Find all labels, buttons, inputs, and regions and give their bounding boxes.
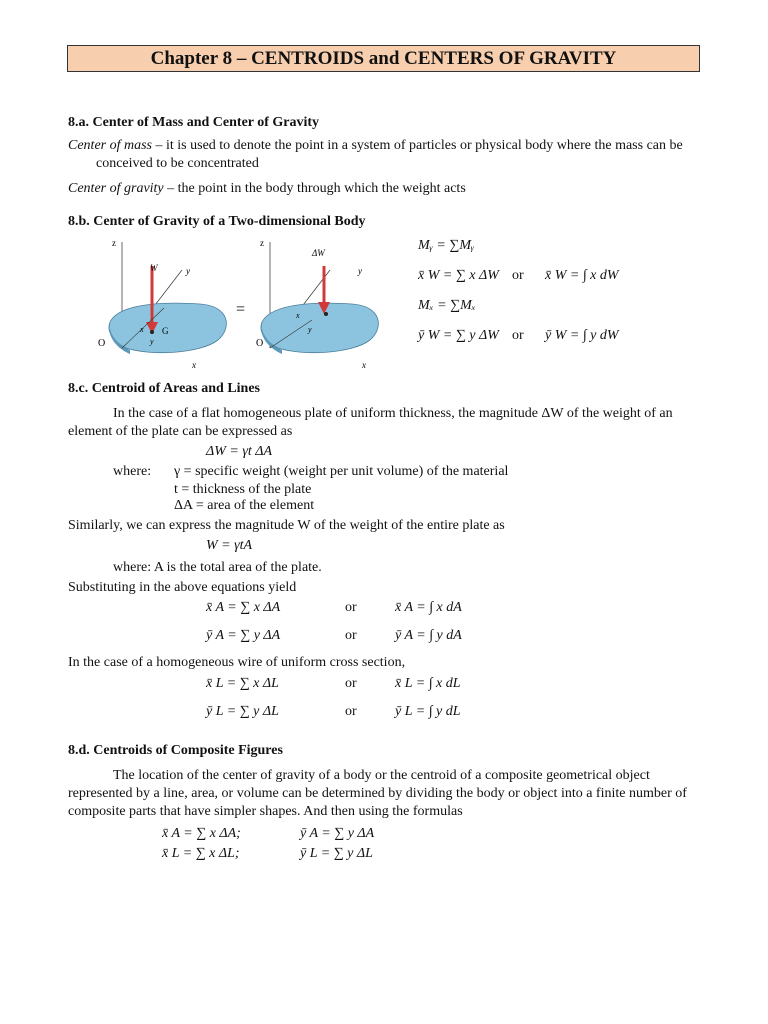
paragraph-d2: represented by a line, area, or volume can be determined by dividing the body or object into a finite number of xyxy=(68,786,687,801)
xbar-l-integral-equation: x̄ L = ∫ x dL xyxy=(395,676,461,691)
ybar-l-integral-equation: ȳ L = ∫ y dL xyxy=(395,704,461,719)
left-x-label: x xyxy=(192,360,196,370)
right-z-label: z xyxy=(260,238,264,248)
left-origin-label: O xyxy=(98,338,106,349)
paragraph-c4: In the case of a homogeneous wire of uniform cross section, xyxy=(68,655,406,670)
right-figure xyxy=(256,238,378,370)
thickness-definition: t = thickness of the plate xyxy=(174,482,312,497)
ybar-w-sum-equation: ȳ W = ∑ y ΔW xyxy=(418,328,499,343)
equals-sign: = xyxy=(236,301,246,318)
or-text: or xyxy=(512,328,524,343)
two-dimensional-body-figure xyxy=(90,236,400,374)
xbar-a-integral-equation: x̄ A = ∫ x dA xyxy=(395,600,462,615)
paragraph-c1: In the case of a flat homogeneous plate of uniform thickness, the magnitude ΔW of the weight of an xyxy=(113,406,673,421)
section-d-heading: 8.d. Centroids of Composite Figures xyxy=(68,743,283,758)
section-a-heading: 8.a. Center of Mass and Center of Gravity xyxy=(68,115,320,130)
paragraph-c1-cont: element of the plate can be expressed as xyxy=(68,424,293,439)
right-plate xyxy=(261,303,378,353)
moment-y-equation: Mᵧ = ∑Mᵧ xyxy=(418,238,475,253)
composite-xbar-l-equation: x̄ L = ∑ x ΔL; xyxy=(162,846,240,861)
right-x-label: x xyxy=(362,360,366,370)
paragraph-c2: Similarly, we can express the magnitude W of the weight of the entire plate as xyxy=(68,518,505,533)
left-g-label: G xyxy=(162,326,169,336)
left-xbar-label: x xyxy=(140,325,144,334)
ybar-a-sum-equation: ȳ A = ∑ y ΔA xyxy=(206,628,281,643)
area-definition: ΔA = area of the element xyxy=(174,498,315,513)
center-of-mass-definition xyxy=(68,138,683,154)
gamma-definition: γ = specific weight (weight per unit volume) of the material xyxy=(174,464,509,479)
or-text: or xyxy=(345,600,357,615)
ybar-a-integral-equation: ȳ A = ∫ y dA xyxy=(395,628,462,643)
total-area-note: where: A is the total area of the plate. xyxy=(113,560,322,575)
left-z-label: z xyxy=(112,238,116,248)
composite-xbar-a-equation: x̄ A = ∑ x ΔA; xyxy=(162,826,241,841)
right-y-label: y xyxy=(358,266,362,276)
w-equation: W = γtA xyxy=(206,538,253,553)
where-label: where: xyxy=(113,464,152,479)
paragraph-d1: The location of the center of gravity of a body or the centroid of a composite geometrical object xyxy=(113,768,650,783)
left-ybar-label: y xyxy=(150,337,154,346)
left-figure xyxy=(98,238,226,370)
right-origin-label: O xyxy=(256,338,264,349)
xbar-l-sum-equation: x̄ L = ∑ x ΔL xyxy=(206,676,279,691)
ybar-w-integral-equation: ȳ W = ∫ y dW xyxy=(545,328,619,343)
delta-w-equation: ΔW = γt ΔA xyxy=(206,444,273,459)
right-xs-label: x xyxy=(296,311,300,320)
xbar-w-integral-equation: x̄ W = ∫ x dW xyxy=(545,268,619,283)
composite-ybar-a-equation: ȳ A = ∑ y ΔA xyxy=(300,826,375,841)
or-text: or xyxy=(512,268,524,283)
center-of-gravity-definition xyxy=(68,181,466,197)
section-b-heading: 8.b. Center of Gravity of a Two-dimensional Body xyxy=(68,214,366,229)
xbar-w-sum-equation: x̄ W = ∑ x ΔW xyxy=(418,268,499,283)
or-text: or xyxy=(345,628,357,643)
center-of-mass-text: – it is used to denote the point in a system of particles or physical body where the mass can be xyxy=(152,138,683,153)
paragraph-c3: Substituting in the above equations yield xyxy=(68,580,297,595)
or-text: or xyxy=(345,676,357,691)
center-of-gravity-term: Center of gravity xyxy=(68,181,164,196)
left-w-label: W xyxy=(150,263,158,273)
paragraph-d3: composite parts that have simpler shapes. And then using the formulas xyxy=(68,804,463,819)
moment-x-equation: Mₓ = ∑Mₓ xyxy=(418,298,476,313)
center-of-mass-term: Center of mass xyxy=(68,138,152,153)
right-dw-label: ΔW xyxy=(312,248,325,258)
xbar-a-sum-equation: x̄ A = ∑ x ΔA xyxy=(206,600,281,615)
ybar-l-sum-equation: ȳ L = ∑ y ΔL xyxy=(206,704,279,719)
center-of-gravity-text: – the point in the body through which the weight acts xyxy=(163,181,466,196)
section-c-heading: 8.c. Centroid of Areas and Lines xyxy=(68,381,260,396)
center-of-mass-definition-cont: conceived to be concentrated xyxy=(96,156,259,171)
left-y-label: y xyxy=(186,266,190,276)
right-ys-label: y xyxy=(308,325,312,334)
composite-ybar-l-equation: ȳ L = ∑ y ΔL xyxy=(300,846,373,861)
chapter-title: Chapter 8 – CENTROIDS and CENTERS OF GRAVITY xyxy=(67,45,700,72)
or-text: or xyxy=(345,704,357,719)
